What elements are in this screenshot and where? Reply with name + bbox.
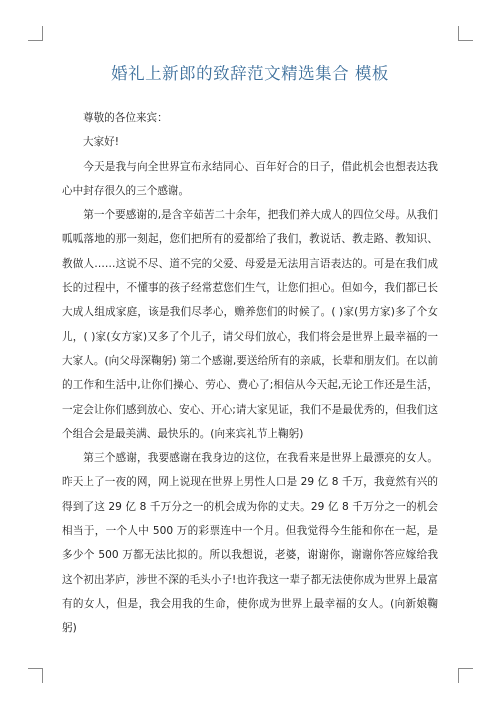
crop-mark-top-right: [458, 26, 473, 41]
crop-mark-bottom-right: [458, 668, 473, 683]
paragraph-thanks-parents-and-guests: 第一个要感谢的,是含辛茹苦二十余年，把我们养大成人的四位父母。从我们呱呱落地的那一刻起，您们把所有的爱都给了我们，教说话、教走路、教知识、教做人……这说不尽、道不完的父爱、母爱是无法用言语表达的。可是在我们成长的过程中，不懂事的孩子经常惹您们生气，让您们担心。但如今，我们都已长大成人组成家庭，该是我们尽孝心，赡养您们的时候了。( )家(男方家)多了个女儿，( )家(女方家)又多了个儿子，请父母们放心，我们将会是世界上最幸福的一大家人。(向父母深鞠躬) 第二个感谢,要送给所有的亲戚，长辈和朋友们。在以前的工作和生活中,让你们操心、劳心、费心了;相信从今天起,无论工作还是生活，一定会让你们感到放心、安心、开心;请大家见证，我们不是最优秀的，但我们这个组合会是最美满、最快乐的。(向来宾礼节上鞠躬): [62, 209, 438, 440]
crop-mark-bottom-left: [28, 668, 43, 683]
greeting-line: 尊敬的各位来宾：: [83, 112, 168, 124]
document-body: [62, 106, 438, 641]
paragraph-opening: 今天是我与向全世界宣布永结同心、百年好合的日子，借此机会也想表达我心中封存很久的三个感谢。: [62, 160, 438, 197]
crop-mark-top-left: [28, 26, 43, 41]
document-title: 婚礼上新郎的致辞范文精选集合 模板: [111, 64, 389, 83]
paragraph-thanks-bride: 第三个感谢，我要感谢在我身边的这位，在我看来是世界上最漂亮的女人。昨天上了一夜的网，网上说现在世界上男性人口是 29 亿 8 千万，我竟然有兴的得到了这 29 亿 8 千万分之一的机会成为你的丈夫。29 亿 8 千万分之一的机会相当于，一个人中 500 万的彩票连中一个月。但我觉得今生能和你在一起，是多少个 500 万都无法比拟的。所以我想说，老婆，谢谢你，谢谢你答应嫁给我这个初出茅庐，涉世不深的毛头小子!也许我这一辈子都无法使你成为世界上最富有的女人，但是，我会用我的生命，使你成为世界上最幸福的女人。(向新娘鞠躬): [62, 452, 438, 635]
hello-line: 大家好!: [83, 136, 120, 149]
